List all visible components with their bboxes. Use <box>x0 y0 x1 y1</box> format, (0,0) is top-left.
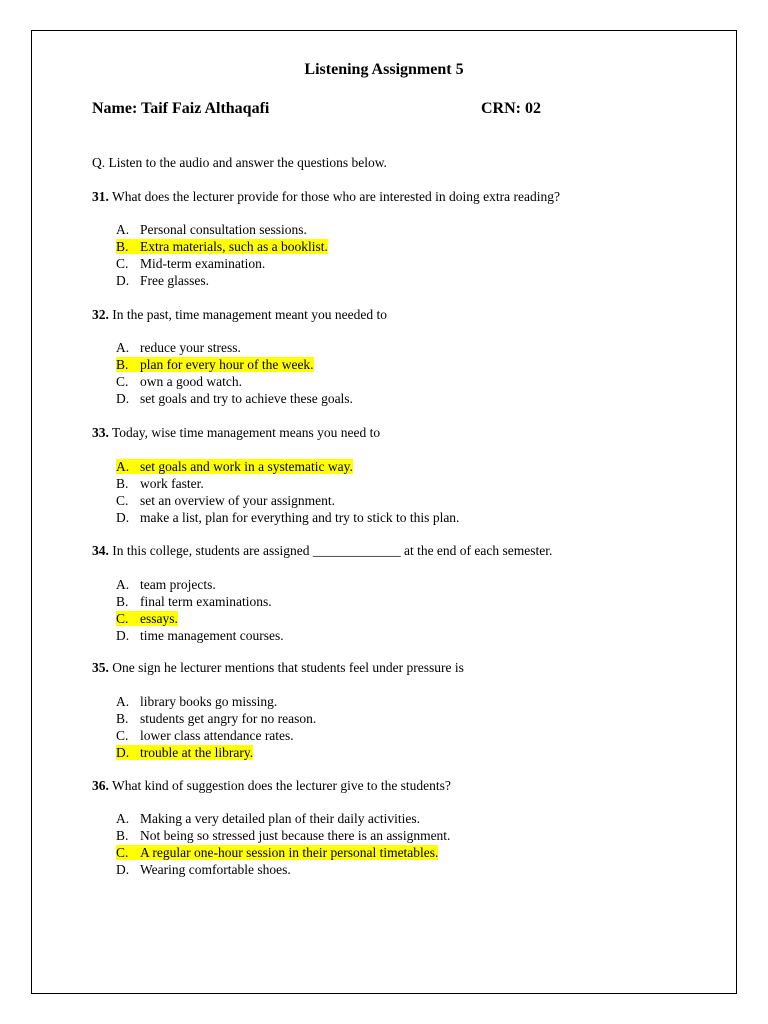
option-letter: B. <box>116 357 129 372</box>
option-letter: C. <box>116 728 129 743</box>
option-35-c <box>116 727 316 744</box>
option-36-d <box>116 861 450 878</box>
option-31-c <box>116 255 328 272</box>
question-31 <box>92 188 560 205</box>
option-text: students get angry for no reason. <box>140 711 317 726</box>
option-text: Free glasses. <box>140 273 209 288</box>
instruction-text: Q. Listen to the audio and answer the questions below. <box>92 155 387 170</box>
option-letter: D. <box>116 510 130 525</box>
option-32-b <box>116 356 353 373</box>
option-text: plan for every hour of the week. <box>140 357 314 372</box>
option-letter: B. <box>116 594 129 609</box>
question-number: 31. <box>92 189 109 204</box>
option-letter: D. <box>116 628 130 643</box>
option-letter: A. <box>116 811 130 826</box>
option-32-a <box>116 339 353 356</box>
student-name: Name: Taif Faiz Althaqafi <box>92 100 270 117</box>
option-text: trouble at the library. <box>140 745 254 760</box>
option-32-d <box>116 390 353 407</box>
question-number: 32. <box>92 307 109 322</box>
option-letter: B. <box>116 828 129 843</box>
option-32-c <box>116 373 353 390</box>
options-list-32 <box>116 339 353 407</box>
option-34-c <box>116 610 284 627</box>
option-text: Not being so stressed just because there is an assignment. <box>140 828 451 843</box>
option-text: A regular one-hour session in their personal timetables. <box>140 845 439 860</box>
option-letter: D. <box>116 862 130 877</box>
question-36 <box>92 777 451 794</box>
options-list-36 <box>116 810 450 878</box>
option-31-b <box>116 238 328 255</box>
question-32 <box>92 306 387 323</box>
question-number: 35. <box>92 660 109 675</box>
options-list-34 <box>116 576 284 644</box>
question-34 <box>92 542 552 559</box>
option-text: Personal consultation sessions. <box>140 222 307 237</box>
option-letter: A. <box>116 694 130 709</box>
option-letter: B. <box>116 476 129 491</box>
options-list-31 <box>116 221 328 289</box>
option-34-a <box>116 576 284 593</box>
option-letter: D. <box>116 273 130 288</box>
options-list-35 <box>116 693 316 761</box>
question-number: 34. <box>92 543 109 558</box>
option-text: library books go missing. <box>140 694 278 709</box>
option-letter: C. <box>116 256 129 271</box>
option-33-c <box>116 492 459 509</box>
option-31-a <box>116 221 328 238</box>
question-text: One sign he lecturer mentions that students feel under pressure is <box>108 660 464 675</box>
option-text: set goals and try to achieve these goals. <box>140 391 353 406</box>
option-letter: C. <box>116 611 129 626</box>
option-text: Wearing comfortable shoes. <box>140 862 291 877</box>
option-text: work faster. <box>140 476 204 491</box>
option-text: essays. <box>140 611 178 626</box>
option-text: set goals and work in a systematic way. <box>140 459 353 474</box>
question-35 <box>92 659 464 676</box>
option-36-b <box>116 827 450 844</box>
option-text: time management courses. <box>140 628 284 643</box>
option-text: set an overview of your assignment. <box>140 493 335 508</box>
options-list-33 <box>116 458 459 526</box>
option-35-a <box>116 693 316 710</box>
option-33-b <box>116 475 459 492</box>
option-letter: C. <box>116 845 129 860</box>
option-35-b <box>116 710 316 727</box>
option-letter: A. <box>116 340 130 355</box>
option-text: Making a very detailed plan of their daily activities. <box>140 811 421 826</box>
question-number: 33. <box>92 425 109 440</box>
question-text: What kind of suggestion does the lecturer give to the students? <box>108 778 451 793</box>
option-33-d <box>116 509 459 526</box>
option-36-a <box>116 810 450 827</box>
option-letter: C. <box>116 493 129 508</box>
crn-number: CRN: 02 <box>481 100 541 117</box>
question-text: Today, wise time management means you need to <box>108 425 381 440</box>
option-text: reduce your stress. <box>140 340 241 355</box>
option-text: Mid-term examination. <box>140 256 266 271</box>
document-title: Listening Assignment 5 <box>304 61 464 78</box>
option-letter: B. <box>116 239 129 254</box>
question-number: 36. <box>92 778 109 793</box>
option-34-b <box>116 593 284 610</box>
option-letter: A. <box>116 222 130 237</box>
option-letter: A. <box>116 459 130 474</box>
option-letter: D. <box>116 745 130 760</box>
option-letter: C. <box>116 374 129 389</box>
option-31-d <box>116 272 328 289</box>
option-36-c <box>116 844 450 861</box>
question-33 <box>92 424 380 441</box>
question-text: In this college, students are assigned _____________ at the end of each semester. <box>108 543 553 558</box>
option-35-d <box>116 744 316 761</box>
option-letter: A. <box>116 577 130 592</box>
option-text: make a list, plan for everything and try to stick to this plan. <box>140 510 460 525</box>
option-33-a <box>116 458 459 475</box>
option-text: own a good watch. <box>140 374 242 389</box>
option-text: Extra materials, such as a booklist. <box>140 239 328 254</box>
question-text: What does the lecturer provide for those who are interested in doing extra reading? <box>108 189 560 204</box>
option-text: final term examinations. <box>140 594 272 609</box>
question-text: In the past, time management meant you needed to <box>108 307 388 322</box>
option-text: lower class attendance rates. <box>140 728 294 743</box>
option-34-d <box>116 627 284 644</box>
option-letter: D. <box>116 391 130 406</box>
option-text: team projects. <box>140 577 216 592</box>
option-letter: B. <box>116 711 129 726</box>
